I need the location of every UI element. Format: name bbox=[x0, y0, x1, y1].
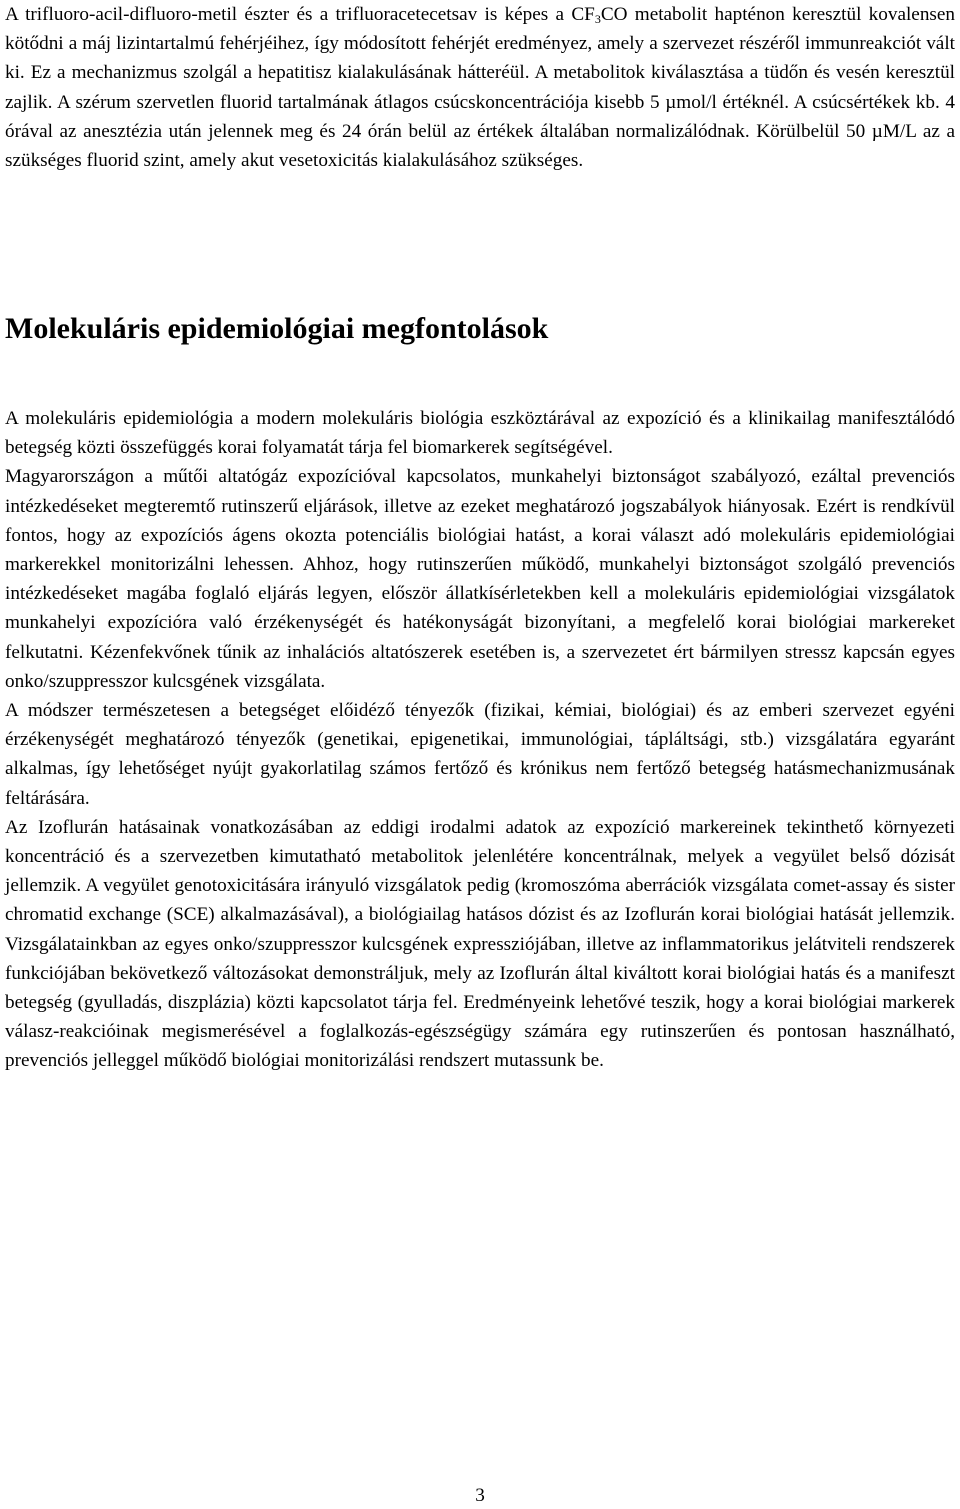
subscript-three: 3 bbox=[594, 12, 601, 26]
intro-paragraph bbox=[5, 0, 955, 175]
section-body bbox=[5, 404, 955, 1076]
intro-text-start: A trifluoro-acil-difluoro-metil észter és a trifluoracetecetsav is képes a CF bbox=[5, 4, 595, 25]
body-paragraph-1: A molekuláris epidemiológia a modern molekuláris biológia eszköztárával az expozíció és a klinikailag manifesztálódó betegség közti összefüggés korai folyamatát tárja fel biomarkerek segítségével. bbox=[5, 408, 955, 459]
body-paragraph-3: A módszer természetesen a betegséget előidéző tényezők (fizikai, kémiai, biológiai) és az emberi szervezet egyéni érzékenységét meghatározó tényezők (genetikai, epigenetikai, immunológiai, tápláltsági, stb.) vizsgálatára egyaránt alkalmas, így lehetőséget nyújt gyakorlatilag számos fertőző és krónikus nem fertőző betegség hatásmechanizmusának feltárására. bbox=[5, 700, 955, 809]
section-heading: Molekuláris epidemiológiai megfontolások bbox=[5, 312, 549, 345]
page-number: 3 bbox=[475, 1485, 485, 1506]
document-page bbox=[5, 0, 955, 1509]
body-paragraph-2: Magyarországon a műtői altatógáz expozícióval kapcsolatos, munkahelyi biztonságot szabályozó, ezáltal prevenciós intézkedéseket megteremtő rutinszerű eljárások, illetve az ezeket meghatározó jogszabályok hiányosak. Ezért is rendkívül fontos, hogy az expozíciós ágens okozta potenciális biológiai hatást, a korai választ adó molekuláris epidemiológiai markerekkel monitorizálni lehessen. Ahhoz, hogy rutinszerűen működő, munkahelyi biztonságot szolgáló prevenciós intézkedéseket magába foglaló eljárás legyen, először állatkísérletekben kell a molekuláris epidemiológiai vizsgálatok munkahelyi expozícióra való érzékenységét és hatékonyságát bizonyítani, a megfelelő korai biológiai markereket felkutatni. Kézenfekvőnek tűnik az inhalációs altatószerek esetében is, a szervezetet ért bármilyen stressz kapcsán egyes onko/szuppresszor kulcsgének vizsgálata. bbox=[5, 466, 955, 692]
body-paragraph-4: Az Izoflurán hatásainak vonatkozásában az eddigi irodalmi adatok az expozíció markereinek tekinthető környezeti koncentráció és a szervezetben kimutatható metabolitok jelenlétére koncentrálnak, melyek a vegyület belső dózisát jellemzik. A vegyület genotoxicitására irányuló vizsgálatok pedig (kromoszóma aberrációk vizsgálata comet-assay és sister chromatid exchange (SCE) alkalmazásával), a biológiailag hatásos dózist és az Izoflurán korai biológiai hatását jellemzik. Vizsgálatainkban az egyes onko/szuppresszor kulcsgének expressziójában, illetve az inflammatorikus jelátviteli rendszerek funkciójában bekövetkező változásokat demonstráljuk, mely az Izoflurán által kiváltott korai biológiai hatás és a manifeszt betegség (gyulladás, diszplázia) közti kapcsolatot tárja fel. Eredményeink lehetővé teszik, hogy a korai biológiai markerek válasz-reakcióinak megismerésével a foglalkozás-egészségügy számára egy rutinszerűen és pontosan használható, prevenciós jelleggel működő biológiai monitorizálási rendszert mutassunk be. bbox=[5, 816, 955, 1072]
intro-text-rest: CO metabolit hapténon keresztül kovalensen kötődni a máj lizintartalmú fehérjéihez, így módosított fehérjét eredményez, amely a szervezet részéről immunreakciót vált ki. Ez a mechanizmus szolgál a hepatitisz kialakulásának hátteréül. A metabolitok kiválasztása a tüdőn és vesén keresztül zajlik. A szérum szervetlen fluorid tartalmának átlagos csúcskoncentrációja kisebb 5 µmol/l értéknél. A csúcsértékek kb. 4 órával az anesztézia után jelennek meg és 24 órán belül az értékek általában normalizálódnak. Körülbelül 50 µM/L az a szükséges fluorid szint, amely akut vesetoxicitás kialakulásához szükséges. bbox=[5, 4, 955, 172]
